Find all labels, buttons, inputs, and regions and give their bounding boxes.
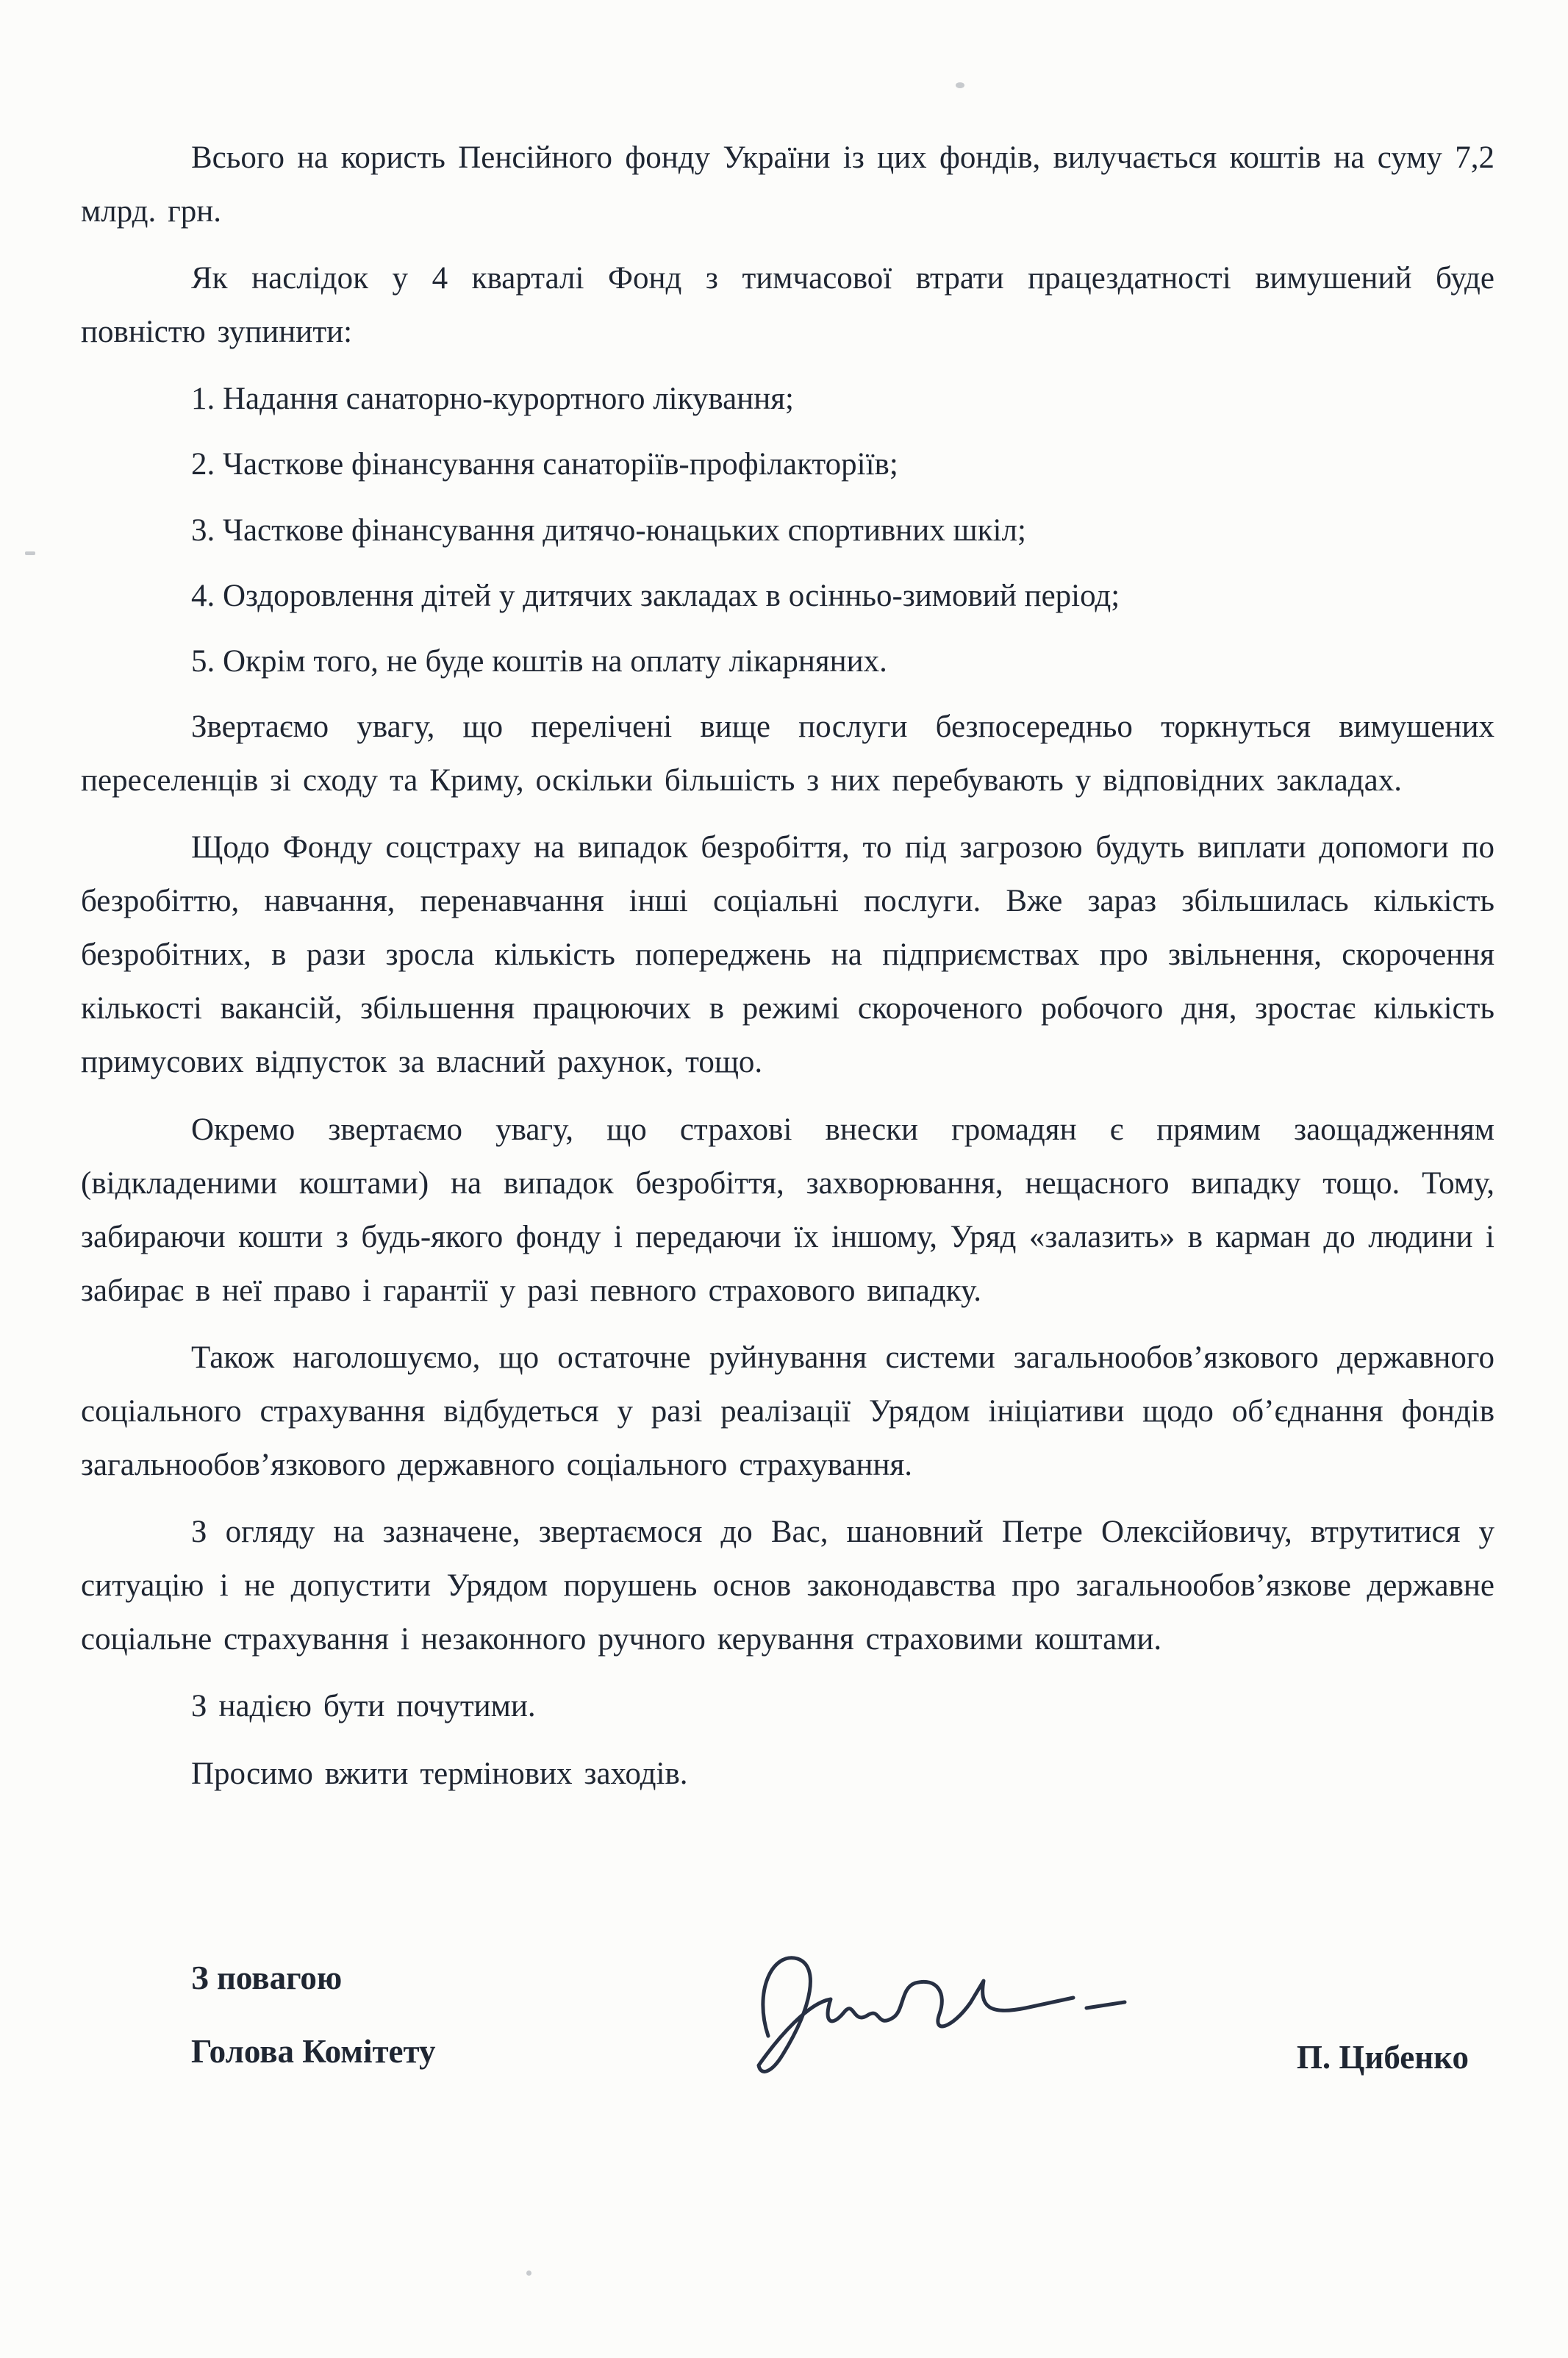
paragraph-pension-fund-total: Всього на користь Пенсійного фонду України із цих фондів, вилучається коштів на суму 7,2 млрд. грн. xyxy=(81,140,1494,229)
list-item-1: 1. Надання санаторно-курортного лікування; xyxy=(191,382,794,417)
list-item-4: 4. Оздоровлення дітей у дитячих закладах в осінньо-зимовий період; xyxy=(191,578,1120,613)
scan-speck xyxy=(526,2271,531,2276)
handwritten-signature-icon xyxy=(728,1926,1139,2095)
paragraph-appeal-to-president: З огляду на зазначене, звертаємося до Вас, шановний Петре Олексійовичу, втрутитися у ситуацію і не допустити Урядом порушень основ законодавства про загальнообов’язкове державне соціальне страхування і незаконного ручного керування страховими коштами. xyxy=(81,1515,1494,1657)
closing-salutation: З повагою xyxy=(191,1959,343,1996)
paragraph-personal-contributions: Окремо звертаємо увагу, що страхові внески громадян є прямим заощадженням (відкладеними коштами) на випадок безробіття, захворювання, нещасного випадку тощо. Тому, забираючи кошти з будь-якого фонду і передаючи їх іншому, Уряд «залазить» в карман до людини і забирає в неї право і гарантії у разі певного страхового випадку. xyxy=(81,1112,1494,1308)
paragraph-merger-warning: Також наголошуємо, що остаточне руйнування системи загальнообов’язкового державного соціального страхування відбудеться у разі реалізації Урядом ініціативи щодо об’єднання фондів загальнообов’язкового державного соціального страхування. xyxy=(81,1340,1494,1483)
paragraph-unemployment-fund: Щодо Фонду соцстраху на випадок безробіття, то під загрозою будуть виплати допомоги по безробіттю, навчання, перенавчання інші соціальні послуги. Вже зараз збільшилась кількість безробітних, в рази зросла кількість попереджень на підприємствах про звільнення, скорочення кількості вакансій, збільшення працюючих в режимі скороченого робочого дня, зростає кількість примусових відпусток за власний рахунок, тощо. xyxy=(81,830,1494,1080)
closing-title: Голова Комітету xyxy=(191,2032,436,2070)
paragraph-hope: З надією бути почутими. xyxy=(191,1689,536,1724)
paragraph-consequences-intro: Як наслідок у 4 кварталі Фонд з тимчасової втрати працездатності вимушений буде повністю зупинити: xyxy=(81,261,1494,350)
list-item-3: 3. Часткове фінансування дитячо-юнацьких спортивних шкіл; xyxy=(191,512,1026,548)
scan-speck xyxy=(956,82,964,88)
list-item-5: 5. Окрім того, не буде коштів на оплату лікарняних. xyxy=(191,643,887,679)
closing-left-column xyxy=(191,1959,436,2071)
paragraph-displaced-persons: Звертаємо увагу, що перелічені вище послуги безпосередньо торкнуться вимушених переселенців зі сходу та Криму, оскільки більшість з них перебувають у відповідних закладах. xyxy=(81,709,1494,798)
list-item-2: 2. Часткове фінансування санаторіїв-профілакторіїв; xyxy=(191,447,898,482)
scan-speck xyxy=(25,551,35,555)
closing-name: П. Цибенко xyxy=(1296,2038,1469,2076)
suspended-services-list xyxy=(81,372,1494,687)
paragraph-request-urgent-measures: Просимо вжити термінових заходів. xyxy=(191,1756,688,1791)
closing-block xyxy=(81,1959,1494,2165)
